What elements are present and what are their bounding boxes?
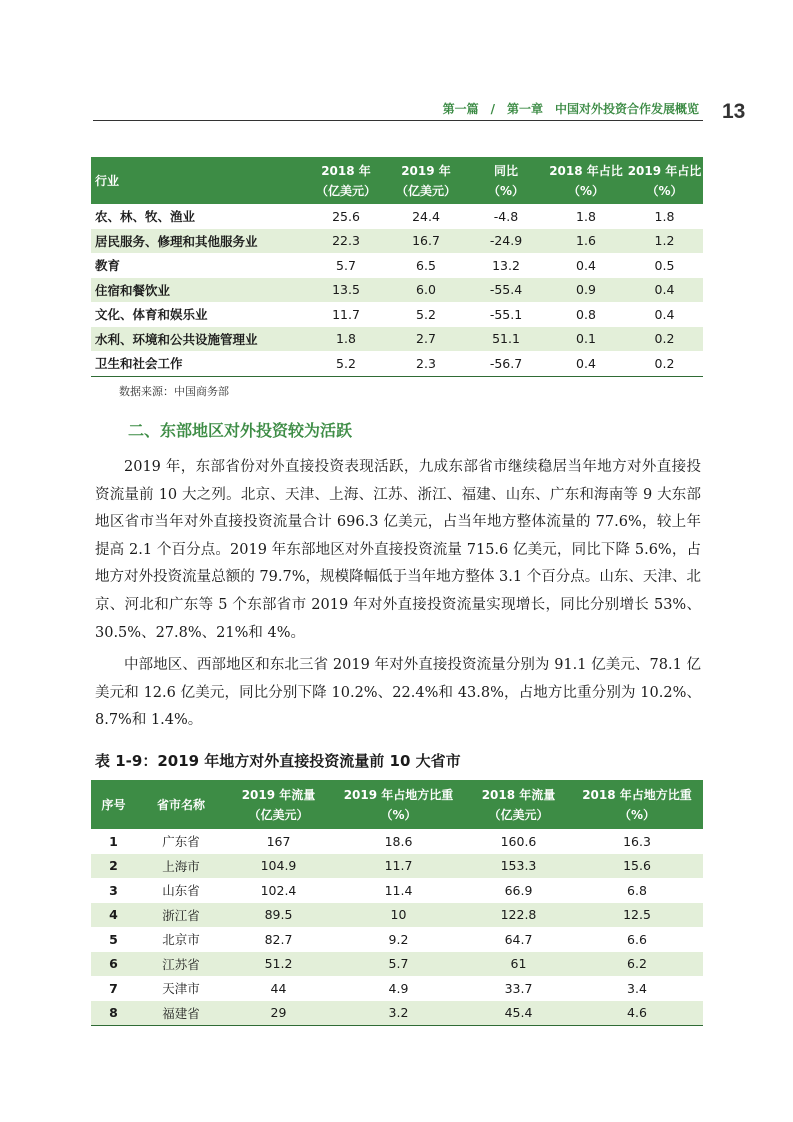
table-row — [91, 1001, 703, 1026]
table-cell: 居民服务、修理和其他服务业 — [91, 229, 306, 254]
table-row — [91, 878, 703, 903]
section-heading: 二、东部地区对外投资较为活跃 — [128, 421, 353, 440]
table-cell: 1.2 — [626, 229, 703, 254]
table-cell: 51.1 — [466, 327, 546, 352]
table-cell: 5.2 — [336, 355, 356, 371]
table-cell: 0.4 — [576, 355, 596, 371]
table-cell: 1 — [109, 833, 118, 849]
table-cell: 122.8 — [466, 903, 571, 928]
table-cell: 1.6 — [546, 229, 626, 254]
column-header-line: 序号 — [101, 797, 126, 812]
column-header — [91, 780, 136, 829]
table-cell: 0.4 — [626, 278, 703, 303]
table-cell: 44 — [270, 980, 287, 996]
table-cell: 6.5 — [416, 257, 436, 273]
table-cell: 167 — [266, 833, 291, 849]
province-investment-table — [91, 780, 703, 1026]
table-cell: -55.4 — [466, 278, 546, 303]
table-cell: 12.5 — [571, 903, 703, 928]
table-cell: 8 — [91, 1001, 136, 1026]
table-cell: 5.7 — [331, 952, 466, 977]
industry-investment-table — [91, 157, 703, 377]
table-cell: 0.5 — [654, 257, 675, 273]
table-cell: -4.8 — [493, 208, 519, 224]
table-cell: 24.4 — [412, 208, 440, 224]
table-row — [91, 204, 703, 229]
table-cell: 0.9 — [546, 278, 626, 303]
table-cell: 82.7 — [264, 931, 293, 947]
table-cell: 上海市 — [136, 854, 226, 879]
table-row — [91, 952, 703, 977]
table-cell: 1.8 — [576, 208, 596, 224]
column-header — [331, 780, 466, 829]
table-cell: 浙江省 — [136, 903, 226, 928]
column-header-line: 2019 年占比 — [627, 163, 702, 178]
table-row — [91, 829, 703, 854]
table-header-row — [91, 157, 703, 204]
column-header-line: （亿美元） — [395, 183, 456, 198]
running-header — [93, 98, 703, 121]
column-header-line: （亿美元） — [488, 807, 549, 822]
table-row — [91, 903, 703, 928]
table-header-row — [91, 780, 703, 829]
column-header — [226, 780, 331, 829]
column-header — [546, 157, 626, 204]
column-header — [136, 780, 226, 829]
paragraph: 2019 年，东部省份对外直接投资表现活跃，九成东部省市继续稳居当年地方对外直接投资流量前 10 大之列。北京、天津、上海、江苏、浙江、福建、山东、广东和海南等 9 大东部地区省市当年对外直接投资流量合计 696.3 亿美元，占当年地方整体流量的 77.6%，较上年提高 2.1 个百分点。2019 年东部地区对外直接投资流量 715.6 亿美元，同比下降 5.6%，占地方对外投资流量总额的 79.7%，规模降幅低于当年地方整体 3.1 个百分点。山东、天津、北京、河北和广东等 5 个东部省市 2019 年对外直接投资流量实现增长，同比分别增长 53%、30.5%、27.8%、21%和 4%。 — [95, 459, 701, 641]
column-header-line: 同比 — [493, 163, 518, 178]
table-cell: 7 — [109, 980, 118, 996]
table-cell: 104.9 — [226, 854, 331, 879]
column-header — [626, 157, 703, 204]
table-row — [91, 302, 703, 327]
column-header-line: 2019 年 — [401, 163, 451, 178]
table-cell: 89.5 — [226, 903, 331, 928]
table-cell: 北京市 — [162, 932, 200, 948]
table-cell: 6.0 — [386, 278, 466, 303]
table-row — [91, 976, 703, 1001]
column-header — [91, 157, 306, 204]
table-cell: 5.7 — [336, 257, 356, 273]
table-cell: 16.3 — [623, 833, 651, 849]
column-header — [466, 157, 546, 204]
table-cell: 2.3 — [416, 355, 436, 371]
table-cell: 4.6 — [571, 1001, 703, 1026]
table-row — [91, 253, 703, 278]
table-cell: 6 — [91, 952, 136, 977]
table-cell: 9.2 — [388, 931, 409, 947]
column-header — [386, 157, 466, 204]
table-cell: 0.2 — [654, 355, 675, 371]
table-row — [91, 927, 703, 952]
column-header-line: （亿美元） — [248, 807, 309, 822]
table-cell: 3.4 — [627, 980, 647, 996]
column-header-line: 2019 年占地方比重 — [343, 787, 454, 802]
column-header — [466, 780, 571, 829]
page-number: 13 — [722, 100, 746, 123]
column-header-line: 2018 年流量 — [481, 787, 556, 802]
table-cell: 0.8 — [576, 306, 596, 322]
column-header-line: （%） — [567, 183, 605, 198]
table-cell: 6.2 — [571, 952, 703, 977]
table-cell: 2.7 — [386, 327, 466, 352]
table-row — [91, 229, 703, 254]
column-header-line: 2018 年占比 — [549, 163, 623, 178]
table-cell: 15.6 — [571, 854, 703, 879]
table-cell: 11.7 — [332, 306, 360, 322]
table-cell: 文化、体育和娱乐业 — [95, 307, 208, 323]
table-cell: 4.9 — [388, 980, 409, 996]
table-cell: 1.8 — [654, 208, 675, 224]
column-header-line: （%） — [618, 807, 656, 822]
table-cell: 64.7 — [504, 931, 533, 947]
table-row — [91, 278, 703, 303]
table-cell: 10 — [331, 903, 466, 928]
table-cell: 教育 — [95, 258, 121, 274]
table-caption: 表 1-9：2019 年地方对外直接投资流量前 10 大省市 — [95, 752, 461, 770]
table-cell: 0.4 — [576, 257, 596, 273]
table-cell: 33.7 — [504, 980, 533, 996]
table-cell: 45.4 — [466, 1001, 571, 1026]
table-cell: -56.7 — [489, 355, 523, 371]
table-cell: 11.4 — [384, 882, 413, 898]
column-header — [571, 780, 703, 829]
table-cell: 0.4 — [654, 306, 675, 322]
table-cell: 2 — [91, 854, 136, 879]
table-cell: 51.2 — [226, 952, 331, 977]
column-header-line: 省市名称 — [156, 797, 205, 812]
table-cell: 160.6 — [500, 833, 537, 849]
table-cell: 5.2 — [416, 306, 436, 322]
table-cell: 福建省 — [136, 1001, 226, 1026]
table-cell: -24.9 — [466, 229, 546, 254]
table-cell: 山东省 — [162, 883, 200, 899]
table-cell: 5 — [109, 931, 118, 947]
column-header-line: （%） — [380, 807, 417, 822]
table-cell: 水利、环境和公共设施管理业 — [91, 327, 306, 352]
table-cell: 天津市 — [162, 981, 200, 997]
table-cell: 25.6 — [332, 208, 360, 224]
table-cell: 66.9 — [504, 882, 533, 898]
column-header — [306, 157, 386, 204]
column-header-line: 2018 年占地方比重 — [582, 787, 692, 802]
table-cell: 卫生和社会工作 — [95, 356, 183, 372]
table-cell: 102.4 — [260, 882, 297, 898]
column-header-line: 2019 年流量 — [241, 787, 316, 802]
table-row — [91, 327, 703, 352]
column-header-line: （亿美元） — [315, 183, 376, 198]
table-cell: -55.1 — [489, 306, 523, 322]
table-cell: 61 — [466, 952, 571, 977]
table-cell: 22.3 — [306, 229, 386, 254]
table-row — [91, 351, 703, 376]
header-chapter-title: 第一篇 / 第一章 中国对外投资合作发展概览 — [442, 102, 699, 116]
table-cell: 18.6 — [384, 833, 413, 849]
paragraph: 中部地区、西部地区和东北三省 2019 年对外直接投资流量分别为 91.1 亿美元、78.1 亿美元和 12.6 亿美元，同比分别下降 10.2%、22.4%和 43.8%，占地方比重分别为 10.2%、8.7%和 1.4%。 — [95, 657, 701, 729]
table-cell: 13.2 — [492, 257, 520, 273]
column-header-line: （%） — [487, 183, 525, 198]
table-cell: 1.8 — [306, 327, 386, 352]
table-cell: 农、林、牧、渔业 — [95, 209, 196, 225]
table-cell: 0.1 — [546, 327, 626, 352]
table-cell: 4 — [91, 903, 136, 928]
table-cell: 6.8 — [627, 882, 647, 898]
table-cell: 29 — [226, 1001, 331, 1026]
table-cell: 江苏省 — [136, 952, 226, 977]
table-cell: 3.2 — [331, 1001, 466, 1026]
table-cell: 13.5 — [306, 278, 386, 303]
table-cell: 11.7 — [331, 854, 466, 879]
table-cell: 16.7 — [386, 229, 466, 254]
table-cell: 广东省 — [162, 834, 200, 850]
column-header-line: 2018 年 — [321, 163, 371, 178]
table-row — [91, 854, 703, 879]
data-source-note: 数据来源：中国商务部 — [119, 385, 229, 398]
table-cell: 3 — [109, 882, 118, 898]
table-cell: 6.6 — [627, 931, 647, 947]
column-header-line: 行业 — [95, 173, 120, 188]
column-header-line: （%） — [646, 183, 683, 198]
table-cell: 住宿和餐饮业 — [91, 278, 306, 303]
table-cell: 153.3 — [466, 854, 571, 879]
table-cell: 0.2 — [626, 327, 703, 352]
